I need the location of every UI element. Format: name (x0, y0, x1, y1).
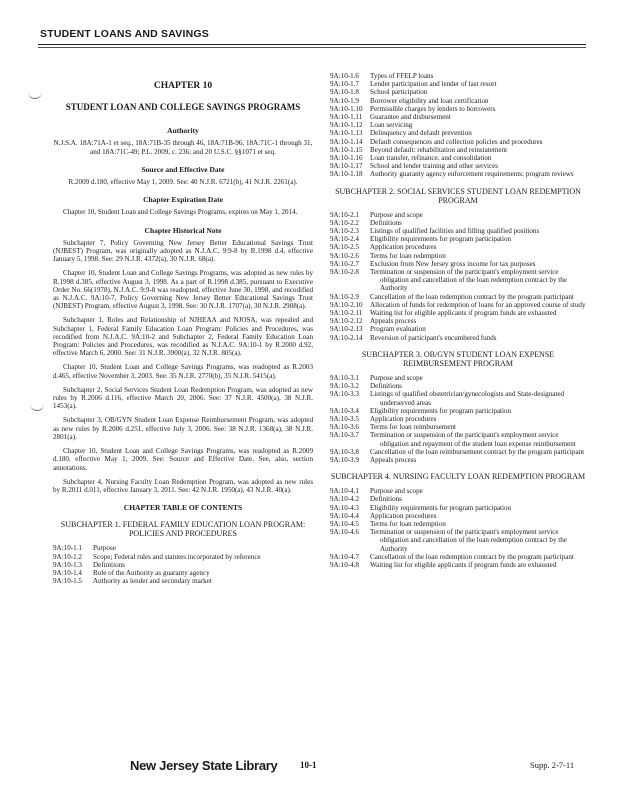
right-column (330, 72, 586, 569)
toc-entry-number: 9A:10-3.8 (330, 447, 359, 456)
toc-entry-number: 9A:10-2.8 (330, 268, 359, 277)
toc-entry-title: Listings of qualified facilities and filling qualified positions (370, 227, 540, 236)
toc-entry (330, 448, 586, 456)
toc-entry-title: Definitions (370, 218, 402, 227)
toc-entry (330, 528, 586, 553)
toc-entry (330, 113, 586, 121)
toc-entry-title: Purpose (93, 544, 116, 553)
toc-entry-title: Scope; Federal rules and statutes incorporated by reference (93, 552, 261, 561)
toc-entry-title: Definitions (93, 560, 125, 569)
toc-entry (53, 544, 313, 552)
history-paragraph: Chapter 10, Student Loan and College Savings Programs, was readopted as R.2003 d.465, effective November 3, 2003. See: 35 N.J.R. 2770(b), 35 N.J.R. 5415(a). (53, 363, 313, 380)
header-rule (38, 44, 586, 45)
toc-entry-title: Guarantee and disbursement (370, 113, 451, 122)
toc-entry-title: Purpose and scope (370, 373, 423, 382)
source-text: R.2009 d.180, effective May 1, 2009. See: 40 N.J.R. 6721(b), 41 N.J.R. 2261(a). (68, 178, 298, 187)
toc-entry (330, 456, 586, 464)
toc-entry-number: 9A:10-2.13 (330, 325, 363, 334)
toc-entry-number: 9A:10-1.14 (330, 137, 363, 146)
toc-entry-number: 9A:10-1.5 (53, 577, 82, 586)
subchapter-3-entries (330, 374, 586, 464)
toc-entry-title: Default consequences and collection policies and procedures (370, 137, 543, 146)
running-head: STUDENT LOANS AND SAVINGS (40, 28, 209, 40)
toc-entry-number: 9A:10-3.9 (330, 455, 359, 464)
toc-entry-number: 9A:10-3.5 (330, 414, 359, 423)
toc-entry-title: Reversion of participant's encumbered funds (370, 333, 497, 342)
toc-entry (330, 423, 586, 431)
toc-entry (330, 227, 586, 235)
toc-entry-number: 9A:10-2.10 (330, 300, 363, 309)
toc-entry (330, 553, 586, 561)
authority-text: N.J.S.A. 18A:71A-1 et seq., 18A:71B-35 through 46, 18A:71B-96, 18A:71C-1 through 31, and 18A:71C-49; P.L. 2009, c. 236; and 20 U.S.C. §§1071 et seq. (53, 139, 313, 156)
toc-entry-number: 9A:10-4.2 (330, 495, 359, 504)
toc-entry (53, 561, 313, 569)
toc-entry (330, 415, 586, 423)
toc-entry-title: Borrower eligibility and loan certification (370, 96, 489, 105)
toc-entry-title: Application procedures (370, 511, 437, 520)
toc-entry-number: 9A:10-4.6 (330, 528, 359, 537)
toc-entry-title: Appeals process (370, 455, 417, 464)
toc-entry-title: Exclusion from New Jersey gross income for tax purposes (370, 259, 536, 268)
toc-entry-title: Role of the Authority as guaranty agency (93, 568, 210, 577)
history-paragraph: Chapter 10, Student Loan and College Savings Programs, was adopted as new rules by R.1998 d.385, effective August 3, 1998. As a part of R.1998 d.385, pursuant to Executive Order No. 66(1978), N.J.A.C. 9:9-8 was readopted, effective June 30, 1998, and recodified as N.J.A.C. 9A:10-7, Policy Governing New Jersey Better Educational Savings Trust (NJBEST) Program, effective August 3, 1998. See: 30 N.J.R. 1707(a), 30 N.J.R. 2908(a). (53, 269, 313, 311)
chapter-title: STUDENT LOAN AND COLLEGE SAVINGS PROGRAMS (65, 102, 301, 113)
toc-entry-title: Loan transfer, refinance, and consolidation (370, 154, 492, 163)
toc-entry (330, 170, 586, 178)
toc-entry-number: 9A:10-1.1 (53, 544, 82, 553)
toc-entry-title: Terms for loan redemption (370, 251, 446, 260)
toc-entry-number: 9A:10-3.3 (330, 390, 359, 399)
toc-entry-number: 9A:10-1.7 (330, 80, 359, 89)
toc-entry (330, 334, 586, 342)
toc-entry (330, 390, 586, 406)
history-paragraph: Subchapter 1, Roles and Relationship of NJHEAA and NJOSA, was repealed and Subchapter 1, Federal Family Education Loan Program: Policies and Procedures, was recodified from N.J.A.C. 9A:10-2 and Subchapter 2, Federal Family Education Loan Program: Policies and Procedures, was recodified as N.J.A.C. 9A:10-1 by R.2000 d.92, effective March 6, 2000. See: 31 N.J.R. 3900(a), 32 N.J.R. 805(a). (53, 316, 313, 358)
subchapter-4-entries (330, 487, 586, 569)
toc-entry-title: Termination or suspension of the participant's employment service obligation and cancellation of the loan redemption contract by the Authority (370, 268, 567, 293)
toc-entry-title: Eligibility requirements for program participation (370, 235, 512, 244)
toc-entry (330, 72, 586, 80)
toc-entry-number: 9A:10-2.6 (330, 251, 359, 260)
toc-entry-number: 9A:10-1.12 (330, 121, 363, 130)
toc-entry-title: Cancellation of the loan redemption contract by the program participant (370, 552, 574, 561)
toc-entry-number: 9A:10-2.2 (330, 218, 359, 227)
toc-entry-title: Application procedures (370, 414, 437, 423)
toc-entry (330, 325, 586, 333)
toc-entry-number: 9A:10-3.6 (330, 423, 359, 432)
toc-entry-number: 9A:10-1.2 (53, 552, 82, 561)
supplement-date: Supp. 2-7-11 (530, 760, 575, 770)
toc-entry-number: 9A:10-2.11 (330, 309, 363, 318)
toc-entry (330, 309, 586, 317)
subchapter-1-entries-cont (330, 72, 586, 179)
toc-entry-title: Definitions (370, 382, 402, 391)
toc-entry-number: 9A:10-4.7 (330, 552, 359, 561)
toc-entry-title: Listings of qualified obstetrician/gynecologists and State-designated underserved areas (370, 390, 565, 407)
toc-entry-title: Terms for loan redemption (370, 519, 446, 528)
toc-entry-number: 9A:10-1.17 (330, 162, 363, 171)
toc-entry-number: 9A:10-4.4 (330, 511, 359, 520)
toc-entry-number: 9A:10-2.7 (330, 259, 359, 268)
toc-entry (330, 219, 586, 227)
toc-entry (330, 374, 586, 382)
toc-entry-number: 9A:10-2.14 (330, 333, 363, 342)
toc-entry-number: 9A:10-2.3 (330, 227, 359, 236)
page-number: 10-1 (300, 760, 317, 770)
toc-entry (330, 504, 586, 512)
toc-entry (330, 495, 586, 503)
history-paragraph: Subchapter 3, OB/GYN Student Loan Expense Reimbursement Program, was adopted as new rules by R.2006 d.251, effective July 3, 2006. See: 38 N.J.R. 1368(a), 38 N.J.R. 2801(a). (53, 416, 313, 441)
history-paragraph: Chapter 10, Student Loan and College Savings Programs, was readopted as R.2009 d.180, effective May 1, 2009. See: Source and Effective Date. See, also, section annotations. (53, 447, 313, 472)
margin-mark (30, 404, 44, 411)
toc-entry-number: 9A:10-3.4 (330, 406, 359, 415)
toc-entry-title: Loan servicing (370, 121, 413, 130)
toc-entry-title: Terms for loan reimbursement (370, 423, 456, 432)
history-heading: Chapter Historical Note (144, 225, 222, 235)
toc-entry (330, 382, 586, 390)
expiration-heading: Chapter Expiration Date (143, 195, 223, 205)
toc-entry-title: Authority guaranty agency enforcement requirements: program reviews (370, 170, 574, 179)
toc-entry-number: 9A:10-4.3 (330, 503, 359, 512)
toc-entry-title: Types of FFELP loans (370, 72, 434, 80)
subchapter-2-entries (330, 211, 586, 342)
toc-entry-number: 9A:10-1.13 (330, 129, 363, 138)
toc-entry-title: Purpose and scope (370, 210, 423, 219)
toc-entry (330, 260, 586, 268)
left-column (53, 72, 313, 585)
toc-entry-number: 9A:10-1.3 (53, 560, 82, 569)
toc-entry (330, 512, 586, 520)
toc-entry-title: Waiting list for eligible applicants if program funds are exhausted (370, 309, 557, 318)
toc-entry-number: 9A:10-1.9 (330, 96, 359, 105)
toc-entry-title: Allocation of funds for redemption of loans for an approved course of study (370, 300, 586, 309)
toc-entry-number: 9A:10-1.15 (330, 145, 363, 154)
toc-entry (330, 80, 586, 88)
toc-entry (330, 162, 586, 170)
toc-heading: CHAPTER TABLE OF CONTENTS (123, 503, 243, 513)
toc-entry-number: 9A:10-1.10 (330, 104, 363, 113)
toc-entry (330, 520, 586, 528)
toc-entry-title: School participation (370, 88, 428, 97)
toc-entry (330, 154, 586, 162)
toc-entry-title: Eligibility requirements for program participation (370, 503, 512, 512)
toc-entry (330, 105, 586, 113)
toc-entry-title: Program evaluation (370, 325, 426, 334)
expiration-text: Chapter 10, Student Loan and College Savings Programs, expires on May 1, 2014. (63, 208, 298, 217)
toc-entry-title: Purpose and scope (370, 487, 423, 496)
toc-entry (53, 577, 313, 585)
toc-entry-title: Beyond default: rehabilitation and reinstatement (370, 145, 508, 154)
toc-entry-number: 9A:10-2.1 (330, 210, 359, 219)
toc-entry-title: Authority as lender and secondary market (93, 577, 212, 586)
toc-entry-number: 9A:10-1.4 (53, 568, 82, 577)
toc-entry-number: 9A:10-1.6 (330, 72, 359, 80)
toc-entry (53, 569, 313, 577)
subchapter-3-heading: SUBCHAPTER 3. OB/GYN STUDENT LOAN EXPENSE REIMBURSEMENT PROGRAM (361, 349, 555, 368)
toc-entry-title: Definitions (370, 495, 402, 504)
toc-entry-title: Lender participation and lender of last resort (370, 80, 497, 89)
toc-entry (330, 487, 586, 495)
toc-entry (330, 268, 586, 293)
toc-entry (330, 561, 586, 569)
subchapter-4-heading: SUBCHAPTER 4. NURSING FACULTY LOAN REDEMPTION PROGRAM (330, 472, 586, 482)
source-heading: Source and Effective Date (141, 164, 225, 174)
toc-entry-number: 9A:10-2.5 (330, 243, 359, 252)
toc-entry-title: Termination or suspension of the participant's employment service obligation and cancellation of the loan redemption contract by the Authority (370, 528, 567, 553)
toc-entry-number: 9A:10-3.2 (330, 382, 359, 391)
toc-entry-number: 9A:10-1.16 (330, 154, 363, 163)
toc-entry-title: Waiting list for eligible applicants if program funds are exhausted (370, 560, 557, 569)
toc-entry (53, 553, 313, 561)
margin-mark (28, 92, 42, 99)
library-watermark: New Jersey State Library (130, 758, 278, 773)
subchapter-1-heading: SUBCHAPTER 1. FEDERAL FAMILY EDUCATION LOAN PROGRAM: POLICIES AND PROCEDURES (60, 520, 306, 539)
toc-entry-title: Delinquency and default prevention (370, 129, 472, 138)
subchapter-1-entries (53, 544, 313, 585)
toc-entry-number: 9A:10-4.5 (330, 519, 359, 528)
toc-entry-title: Cancellation of the loan reimbursement contract by the program participant (370, 447, 585, 456)
toc-entry (330, 146, 586, 154)
toc-entry-title: Eligibility requirements for program participation (370, 406, 512, 415)
toc-entry-number: 9A:10-3.7 (330, 431, 359, 440)
toc-entry-number: 9A:10-2.12 (330, 317, 363, 326)
toc-entry (330, 317, 586, 325)
toc-entry-number: 9A:10-1.11 (330, 113, 363, 122)
subchapter-2-heading: SUBCHAPTER 2. SOCIAL SERVICES STUDENT LOAN REDEMPTION PROGRAM (335, 186, 581, 205)
history-paragraph: Subchapter 7, Policy Governing New Jersey Better Educational Savings Trust (NJBEST) Program, was originally adopted as N.J.A.C. 9:9-8 by R.1998 d.4, effective January 5, 1998. See: 29 N.J.R. 4372(a), 30 N.J.R. 68(a). (53, 238, 313, 264)
toc-entry-number: 9A:10-3.1 (330, 373, 359, 382)
toc-entry (330, 138, 586, 146)
toc-entry-number: 9A:10-4.8 (330, 560, 359, 569)
toc-entry (330, 211, 586, 219)
toc-entry-number: 9A:10-2.4 (330, 235, 359, 244)
toc-entry-title: Termination or suspension of the participant's employment service obligation and repayment of the student loan expense reimbursement (370, 431, 576, 448)
toc-entry-title: Appeals process (370, 317, 417, 326)
chapter-heading: CHAPTER 10 (153, 81, 213, 91)
toc-entry-number: 9A:10-1.18 (330, 170, 363, 179)
toc-entry (330, 252, 586, 260)
toc-entry (330, 243, 586, 251)
toc-entry-number: 9A:10-1.8 (330, 88, 359, 97)
history-notes (53, 239, 313, 494)
toc-entry (330, 235, 586, 243)
authority-heading: Authority (167, 126, 199, 136)
toc-entry (330, 301, 586, 309)
toc-entry (330, 431, 586, 447)
toc-entry-title: School and lender training and other services (370, 162, 499, 171)
toc-entry-title: Cancellation of the loan redemption contract by the program participant (370, 292, 574, 301)
toc-entry-title: Permissible charges by lenders to borrowers (370, 104, 496, 113)
toc-entry-title: Application procedures (370, 243, 437, 252)
toc-entry (330, 129, 586, 137)
toc-entry (330, 88, 586, 96)
header-rule-thin (38, 47, 586, 48)
history-paragraph: Subchapter 4, Nursing Faculty Loan Redemption Program, was adopted as new rules by R.2011 d.011, effective January 3, 2011. See: 42 N.J.R. 1950(a), 43 N.J.R. 40(a). (53, 477, 313, 494)
toc-entry (330, 97, 586, 105)
toc-entry-number: 9A:10-4.1 (330, 487, 359, 496)
toc-entry (330, 121, 586, 129)
toc-entry-number: 9A:10-2.9 (330, 292, 359, 301)
toc-entry (330, 293, 586, 301)
history-paragraph: Subchapter 2, Social Services Student Loan Redemption Program, was adopted as new rules by R.2006 d.116, effective March 20, 2006. See: 37 N.J.R. 4500(a), 38 N.J.R. 1453(a). (53, 385, 313, 411)
toc-entry (330, 407, 586, 415)
